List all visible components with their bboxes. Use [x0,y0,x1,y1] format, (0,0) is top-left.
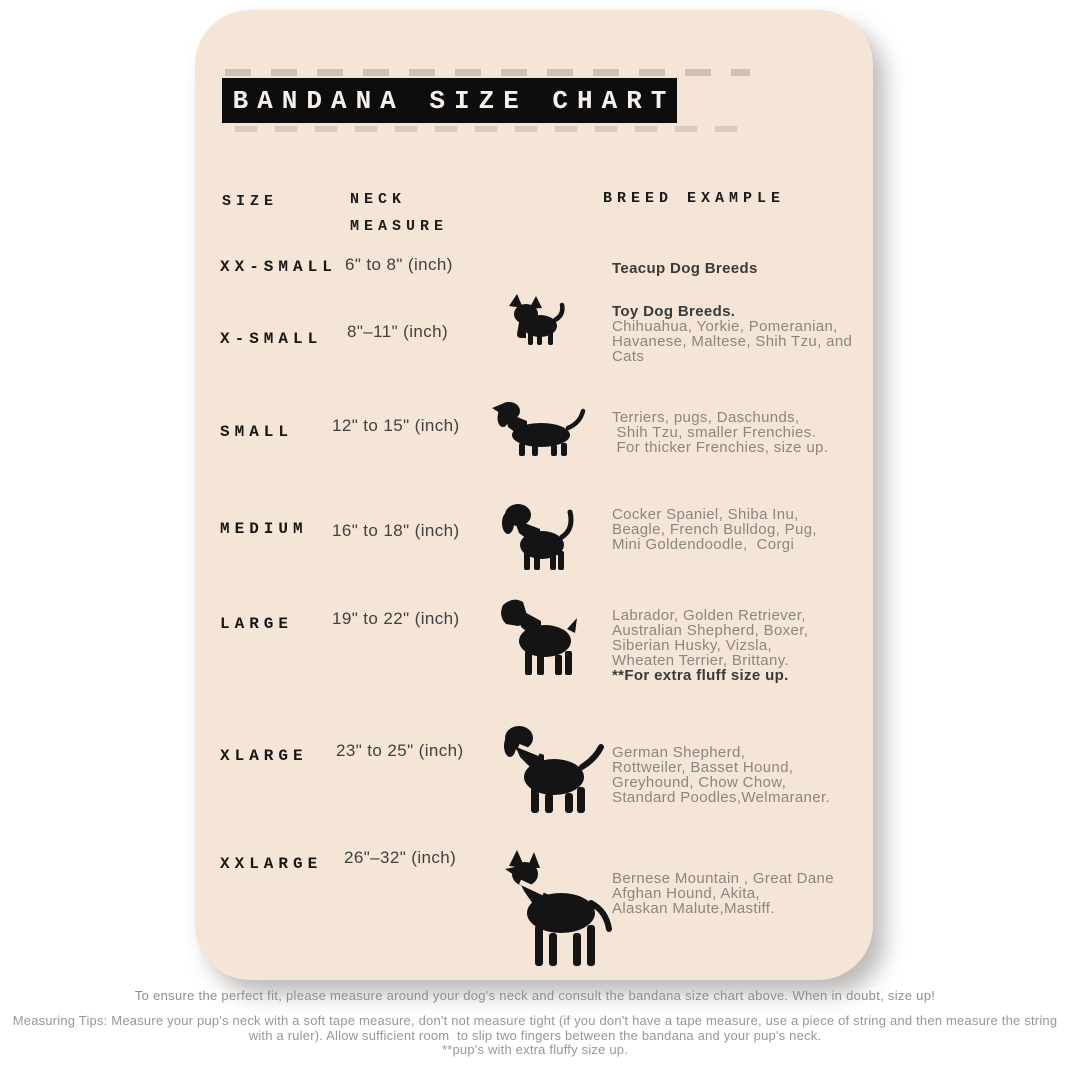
breed-line: Greyhound, Chow Chow, [612,774,787,791]
chart-title: BANDANA SIZE CHART [232,85,676,116]
breed-examples [612,261,880,276]
fit-note: To ensure the perfect fit, please measure around your dog's neck and consult the bandana size chart above. When in doubt, size up! [134,988,936,1003]
great-dane-icon [493,849,615,967]
stamp-texture-bottom [235,126,740,132]
breed-examples [612,871,880,916]
measuring-tips [0,1014,1070,1058]
size-row-small [195,395,873,485]
neck-measure-value: 6" to 8" (inch) [345,255,453,274]
size-label: SMALL [220,423,294,441]
neck-measure-value: 8"–11" (inch) [347,322,449,341]
beagle-icon [498,499,584,571]
breed-line: Terriers, pugs, Daschunds, [612,409,800,426]
boxer-icon [493,595,585,675]
size-label: XX-SMALL [220,258,337,276]
size-chart-card [195,10,873,980]
breed-examples [612,410,880,455]
size-label: XXLARGE [220,855,323,873]
dachshund-icon [491,399,586,457]
breed-line: Wheaten Terrier, Brittany. [612,652,789,669]
breed-line: German Shepherd, [612,744,746,761]
column-header-neck-measure [350,186,448,240]
breed-line: Rottweiler, Basset Hound, [612,759,794,776]
size-label: LARGE [220,615,294,633]
size-row-x-small [195,288,873,383]
neck-measure-value: 16" to 18" (inch) [332,521,460,540]
breed-line: Shih Tzu, smaller Frenchies. [612,424,817,441]
breed-line: Cocker Spaniel, Shiba Inu, [612,506,799,523]
neck-measure-value: 23" to 25" (inch) [336,741,464,760]
stamp-texture-top [225,69,750,76]
size-label: MEDIUM [220,520,308,538]
breed-line: Chihuahua, Yorkie, Pomeranian, [612,318,838,335]
neck-measure-value: 12" to 15" (inch) [332,416,460,435]
breed-line: Bernese Mountain , Great Dane [612,870,834,887]
breed-line: Beagle, French Bulldog, Pug, [612,521,817,538]
column-header-size: SIZE [222,193,279,210]
measuring-tips-line: **pup's with extra fluffy size up. [441,1042,629,1057]
breed-line: Cats [612,348,645,365]
neck-measure-value: 26"–32" (inch) [344,848,457,867]
breed-line: Afghan Hound, Akita, [612,885,760,902]
column-header-breed-example: BREED EXAMPLE [603,190,786,207]
neck-measure-value: 19" to 22" (inch) [332,609,460,628]
breed-line: Havanese, Maltese, Shih Tzu, and [612,333,853,350]
measuring-tips-line: with a ruler). Allow sufficient room to slip two fingers between the bandana and your pup's neck. [248,1027,822,1043]
measuring-tips-line: Measuring Tips: Measure your pup's neck with a soft tape measure, don't not measure tight (if you don't have a tape measure, use a piece of string and then measure the string [12,1013,1058,1028]
breed-line: Siberian Husky, Vizsla, [612,637,773,654]
size-row-large [195,588,873,703]
breed-line: **For extra fluff size up. [612,667,789,684]
chihuahua-icon [503,293,565,347]
breed-line: Alaskan Malute,Mastiff. [612,900,775,917]
chart-title-bar [222,78,677,123]
breed-line: Standard Poodles,Welmaraner. [612,789,830,806]
breed-line: Toy Dog Breeds. [612,303,736,320]
breed-line: Teacup Dog Breeds [612,260,758,277]
breed-line: For thicker Frenchies, size up. [612,439,829,456]
breed-examples [612,608,880,683]
breed-examples [612,507,880,552]
size-row-xlarge [195,718,873,828]
neck-header-line2: MEASURE [350,218,449,235]
size-row-xxlarge [195,840,873,975]
breed-examples [612,745,880,805]
size-label: XLARGE [220,747,308,765]
neck-header-line1: NECK [350,191,407,208]
breed-examples [612,304,880,364]
breed-line: Labrador, Golden Retriever, [612,607,806,624]
breed-line: Mini Goldendoodle, Corgi [612,536,795,553]
labrador-icon [498,723,604,813]
size-row-medium [195,493,873,588]
breed-line: Australian Shepherd, Boxer, [612,622,809,639]
size-label: X-SMALL [220,330,323,348]
